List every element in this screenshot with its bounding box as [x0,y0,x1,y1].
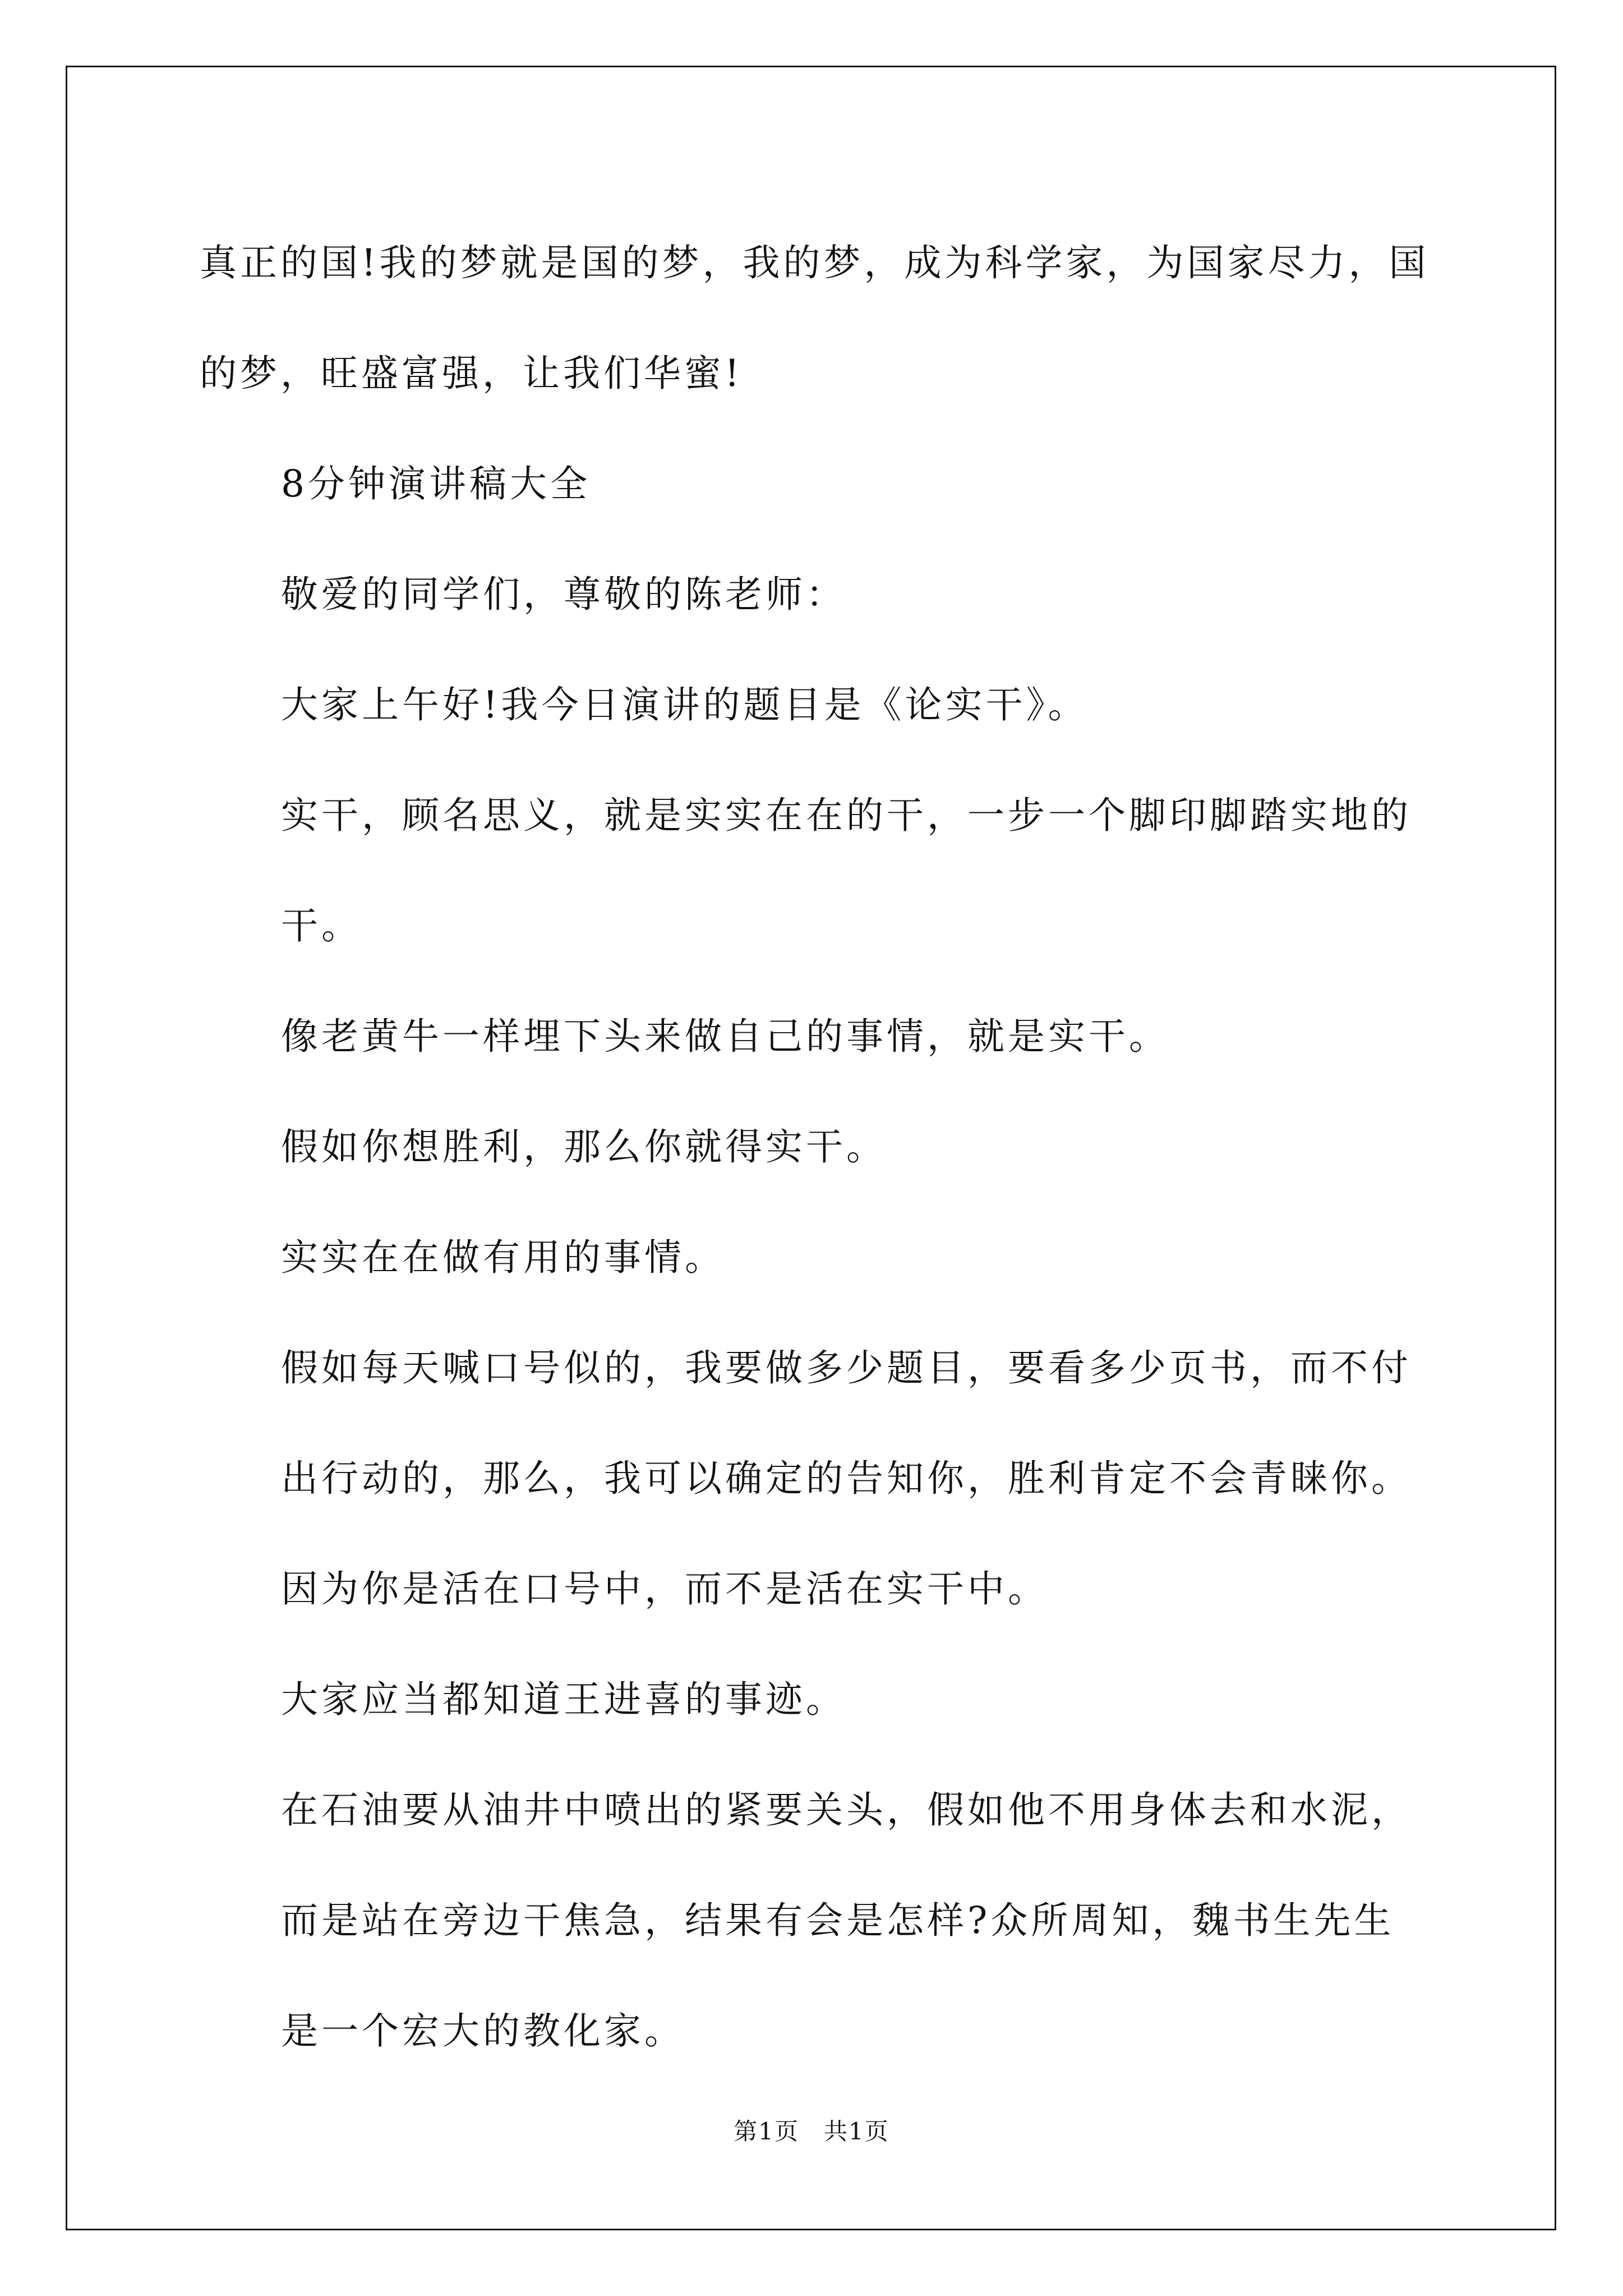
section-title: 8分钟演讲稿大全 [281,462,591,505]
paragraph: 实实在在做有用的事情。 [281,1236,725,1279]
paragraph: 因为你是活在口号中，而不是活在实干中。 [281,1567,1048,1611]
paragraph: 大家上午好!我今日演讲的题目是《论实干》。 [281,683,1089,726]
paragraph: 大家应当都知道王进喜的事迹。 [281,1678,846,1721]
document-body [200,208,1433,2086]
paragraph: 实干，顾名思义，就是实实在在的干，一步一个脚印脚踏实地的干。 [281,794,1412,947]
paragraph: 像老黄牛一样埋下头来做自己的事情，就是实干。 [281,1015,1169,1058]
paragraph: 假如你想胜利，那么你就得实干。 [281,1125,887,1168]
paragraph: 真正的国!我的梦就是国的梦，我的梦，成为科学家，为国家尽力，国的梦，旺盛富强，让我们华蜜! [200,241,1430,395]
page-footer: 第1页 共1页 [734,2118,889,2145]
paragraph: 在石油要从油井中喷出的紧要关头，假如他不用身体去和水泥，而是站在旁边干焦急，结果有会是怎样?众所周知，魏书生先生是一个宏大的教化家。 [281,1788,1412,2053]
salutation: 敬爱的同学们，尊敬的陈老师： [281,573,846,616]
paragraph: 假如每天喊口号似的，我要做多少题目，要看多少页书，而不付出行动的，那么，我可以确定的告知你，胜利肯定不会青睐你。 [281,1346,1412,1500]
